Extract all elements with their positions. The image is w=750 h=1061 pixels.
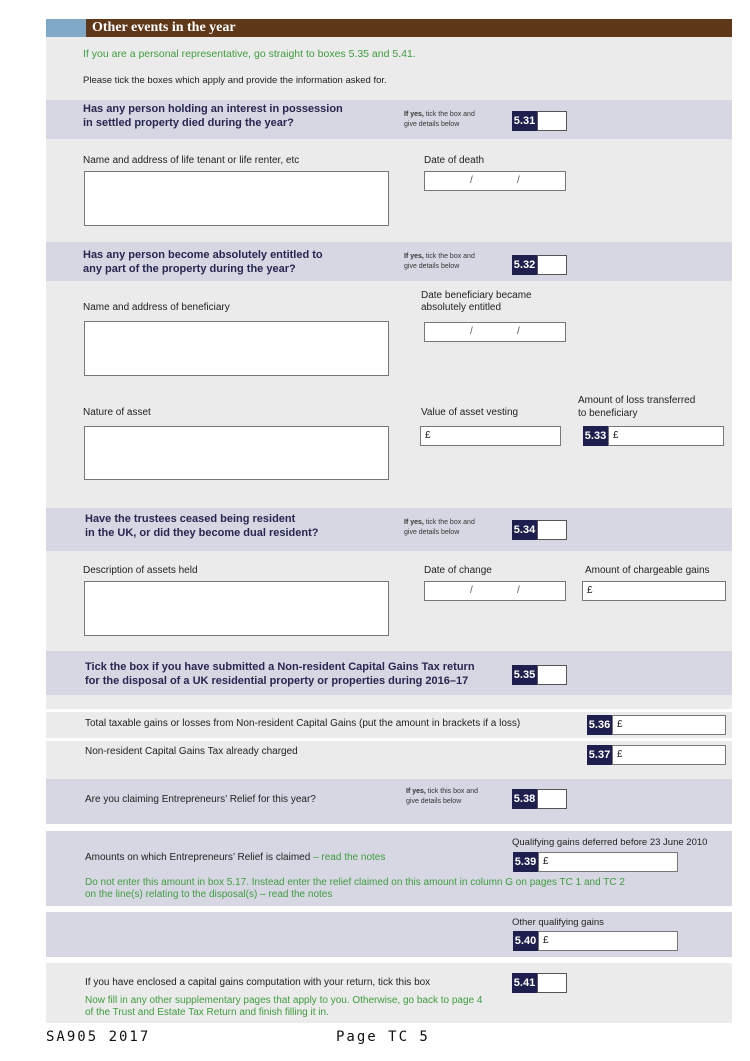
er-claim-label: Are you claiming Entrepreneurs’ Relief for this year? — [85, 794, 316, 805]
personal-rep-note: If you are a personal representative, go straight to boxes 5.35 and 5.41. — [83, 48, 416, 60]
read-notes-link[interactable]: – read the notes — [310, 852, 386, 863]
hint-538 — [406, 787, 478, 807]
tickbox-534[interactable] — [537, 520, 567, 540]
intro-panel — [46, 37, 732, 100]
question-534-line1: Have the trustees ceased being resident — [85, 513, 296, 525]
date-sep: / — [517, 326, 520, 337]
computation-label: If you have enclosed a capital gains computation with your return, tick this box — [85, 977, 431, 988]
other-gains-field[interactable]: £ — [538, 931, 678, 951]
box-label-539: 5.39 — [513, 852, 538, 872]
date-sep: / — [470, 585, 473, 596]
final-note — [85, 995, 482, 1019]
form-reference: SA905 2017 — [46, 1029, 151, 1045]
hint-532 — [404, 252, 475, 272]
box-label-532: 5.32 — [512, 255, 537, 275]
tickbox-541[interactable] — [537, 973, 567, 993]
asset-label: Nature of asset — [83, 407, 151, 418]
box-label-534: 5.34 — [512, 520, 537, 540]
deferred-gains-label: Qualifying gains deferred before 23 June 2010 — [512, 837, 708, 848]
nrcg-charged-field[interactable]: £ — [612, 745, 726, 765]
tickbox-535[interactable] — [537, 665, 567, 685]
date-sep: / — [470, 175, 473, 186]
deferred-gains-field[interactable]: £ — [538, 852, 678, 872]
date-entitled-label-line2: absolutely entitled — [421, 302, 502, 313]
box-label-531: 5.31 — [512, 111, 537, 131]
er-amounts-label — [85, 852, 385, 863]
date-of-change-label: Date of change — [424, 565, 492, 576]
beneficiary-label: Name and address of beneficiary — [83, 302, 230, 313]
hint-text: tick this box and — [425, 788, 478, 795]
final-note-line2: of the Trust and Estate Tax Return and finish filling it in. — [85, 1007, 329, 1018]
tickbox-538[interactable] — [537, 789, 567, 809]
date-of-death-field[interactable] — [424, 171, 566, 191]
box-label-536: 5.36 — [587, 715, 612, 735]
page-number: Page TC 5 — [336, 1029, 430, 1045]
life-tenant-label: Name and address of life tenant or life renter, etc — [83, 155, 300, 166]
box-label-541: 5.41 — [512, 973, 537, 993]
nrcg-gains-field[interactable]: £ — [612, 715, 726, 735]
hint-yes: If yes, — [404, 519, 424, 526]
box-label-537: 5.37 — [587, 745, 612, 765]
question-531-line2: in settled property died during the year? — [83, 117, 294, 129]
header-accent — [46, 19, 86, 37]
spacer-panel-2 — [46, 765, 732, 779]
hint-text: tick the box and — [423, 111, 475, 118]
beneficiary-field[interactable] — [84, 321, 389, 376]
instruction-text: Please tick the boxes which apply and provide the information asked for. — [83, 75, 387, 86]
nrcg-charged-label: Non-resident Capital Gains Tax already charged — [85, 746, 298, 757]
box-label-535: 5.35 — [512, 665, 537, 685]
hint-text: tick the box and — [423, 253, 475, 260]
er-note — [85, 877, 625, 901]
loss-label — [578, 394, 695, 420]
er-amounts-text: Amounts on which Entrepreneurs’ Relief is claimed — [85, 852, 311, 863]
date-sep: / — [470, 326, 473, 337]
box-label-533: 5.33 — [583, 426, 608, 446]
value-vesting-field[interactable]: £ — [420, 426, 561, 446]
question-532-line1: Has any person become absolutely entitled to — [83, 249, 323, 261]
date-entitled-label-line1: Date beneficiary became — [421, 290, 532, 301]
hint-yes: If yes, — [404, 111, 424, 118]
date-entitled-field[interactable] — [424, 322, 566, 342]
loss-field-533[interactable]: £ — [608, 426, 724, 446]
assets-held-label: Description of assets held — [83, 565, 198, 576]
chargeable-gains-field[interactable]: £ — [582, 581, 726, 601]
loss-label-line1: Amount of loss transferred — [578, 395, 696, 406]
other-gains-label: Other qualifying gains — [512, 917, 604, 928]
date-entitled-label — [421, 290, 532, 314]
hint-text: tick the box and — [423, 519, 475, 526]
box-label-540: 5.40 — [513, 931, 538, 951]
question-531 — [83, 102, 343, 130]
question-532-line2: any part of the property during the year? — [83, 263, 296, 275]
asset-field[interactable] — [84, 426, 389, 480]
tickbox-532[interactable] — [537, 255, 567, 275]
date-sep: / — [517, 585, 520, 596]
question-532 — [83, 248, 323, 276]
question-535-line2: for the disposal of a UK residential property or properties during 2016–17 — [85, 675, 469, 687]
tickbox-531[interactable] — [537, 111, 567, 131]
hint-534 — [404, 518, 475, 538]
spacer-panel — [46, 695, 732, 709]
er-note-line2: on the line(s) relating to the disposal(s) – read the notes — [85, 889, 333, 900]
hint-text-2: give details below — [406, 798, 462, 805]
question-534 — [85, 512, 318, 540]
hint-text-2: give details below — [404, 529, 460, 536]
section-title: Other events in the year — [86, 19, 732, 37]
chargeable-gains-label: Amount of chargeable gains — [585, 565, 710, 576]
life-tenant-field[interactable] — [84, 171, 389, 226]
final-note-line1: Now fill in any other supplementary pages that apply to you. Otherwise, go back to page 4 — [85, 995, 483, 1006]
question-531-line1: Has any person holding an interest in possession — [83, 103, 343, 115]
value-vesting-label: Value of asset vesting — [421, 407, 519, 418]
date-of-death-label: Date of death — [424, 155, 485, 166]
er-note-line1: Do not enter this amount in box 5.17. Instead enter the relief claimed on this amount in column G on pages TC 1 and TC 2 — [85, 877, 625, 888]
question-534-line2: in the UK, or did they become dual resident? — [85, 527, 319, 539]
date-of-change-field[interactable] — [424, 581, 566, 601]
hint-531 — [404, 110, 475, 130]
loss-label-line2: to beneficiary — [578, 408, 638, 419]
assets-held-field[interactable] — [84, 581, 389, 636]
question-535 — [85, 660, 475, 688]
box-label-538: 5.38 — [512, 789, 537, 809]
hint-text-2: give details below — [404, 263, 460, 270]
question-535-line1: Tick the box if you have submitted a Non-resident Capital Gains Tax return — [85, 661, 475, 673]
date-sep: / — [517, 175, 520, 186]
hint-yes: If yes, — [406, 788, 426, 795]
hint-text-2: give details below — [404, 121, 460, 128]
nrcg-gains-label: Total taxable gains or losses from Non-resident Capital Gains (put the amount in brackets if a loss) — [85, 718, 521, 729]
hint-yes: If yes, — [404, 253, 424, 260]
